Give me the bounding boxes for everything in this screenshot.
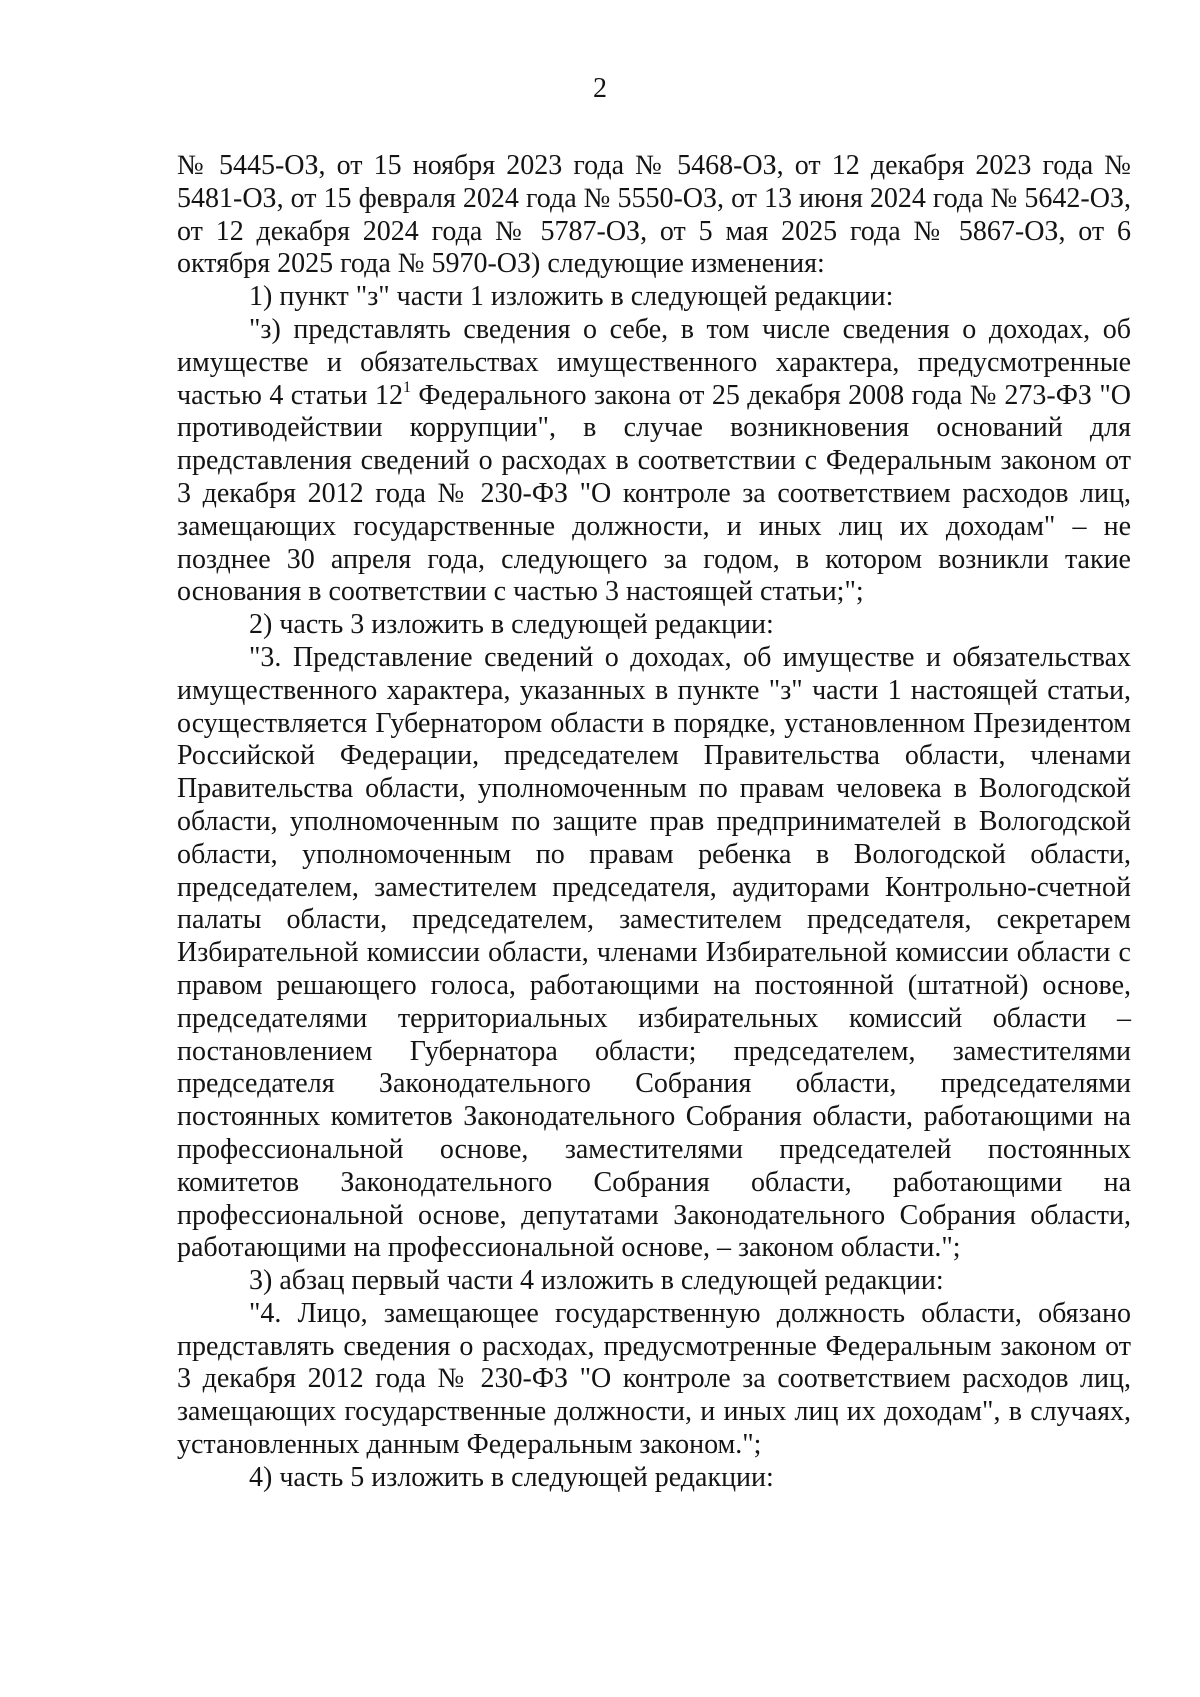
paragraph-item-3-text: "4. Лицо, замещающее государственную должность области, обязано представлять сведения о расходах, предусмотренные Федеральным законом от 3 декабря 2012 года № 230-ФЗ "О контроле за соответствием расходов лиц, замещающих государственные должности, и иных лиц их доходам", в случаях, установленных данным Федеральным законом.";	[177, 1297, 1131, 1461]
document-body	[177, 150, 1131, 1495]
paragraph-item-4: 4) часть 5 изложить в следующей редакции:	[249, 1461, 774, 1493]
paragraph-item-2-text: "3. Представление сведений о доходах, об имуществе и обязательствах имущественного характера, указанных в пункте "з" части 1 настоящей статьи, осуществляется Губернатором области в порядке, установленном Президентом Российской Федерации, председателем Правительства области, членами Правительства области, уполномоченным по правам человека в Вологодской области, уполномоченным по защите прав предпринимателей в Вологодской области, уполномоченным по правам ребенка в Вологодской области, председателем, заместителем председателя, аудиторами Контрольно-счетной палаты области, председателем, заместителем председателя, секретарем Избирательной комиссии области, членами Избирательной комиссии области с правом решающего голоса, работающими на постоянной (штатной) основе, председателями территориальных избирательных комиссий области – постановлением Губернатора области; председателем, заместителями председателя Законодательного Собрания области, председателями постоянных комитетов Законодательного Собрания области, работающими на профессиональной основе, заместителями председателей постоянных комитетов Законодательного Собрания области, работающими на профессиональной основе, депутатами Законодательного Собрания области, работающими на профессиональной основе, – законом области.";	[177, 641, 1131, 1264]
paragraph-item-2: 2) часть 3 изложить в следующей редакции:	[249, 609, 774, 641]
paragraph-item-1-text-start: "з) представлять сведения о себе, в том числе сведения о доходах, об имуществе и обязательствах имущественного характера, предусмотренные частью 4 статьи 12	[177, 313, 1131, 411]
superscript-article-index: 1	[402, 378, 411, 396]
paragraph-item-1-text-end: Федерального закона от 25 декабря 2008 года № 273-ФЗ "О противодействии коррупции", в случае возникновения оснований для представления сведений о расходах в соответствии с Федеральным законом от 3 декабря 2012 года № 230-ФЗ "О контроле за соответствием расходов лиц, замещающих государственные должности, и иных лиц их доходам" – не позднее 30 апреля года, следующего за годом, в котором возникли такие основания в соответствии с частью 3 настоящей статьи;";	[177, 379, 1132, 608]
paragraph-item-3: 3) абзац первый части 4 изложить в следующей редакции:	[249, 1265, 944, 1297]
paragraph-item-1: 1) пункт "з" части 1 изложить в следующей редакции:	[249, 281, 894, 313]
page-number: 2	[593, 73, 607, 104]
paragraph-item-1-text	[177, 314, 1131, 609]
paragraph-continuation: № 5445-ОЗ, от 15 ноября 2023 года № 5468-ОЗ, от 12 декабря 2023 года № 5481-ОЗ, от 15 февраля 2024 года № 5550-ОЗ, от 13 июня 2024 года № 5642-ОЗ, от 12 декабря 2024 года № 5787-ОЗ, от 5 мая 2025 года № 5867-ОЗ, от 6 октября 2025 года № 5970-ОЗ) следующие изменения:	[177, 150, 1131, 280]
